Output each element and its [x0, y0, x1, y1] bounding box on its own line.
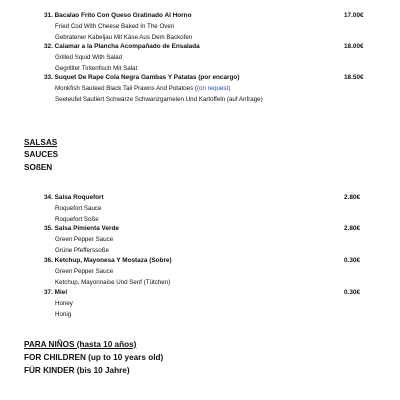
kids-heading-de: FÜR KINDER (bis 10 Jahre)	[24, 366, 130, 375]
sauces-heading-es: SALSAS	[24, 138, 58, 147]
menu-item-english: Fried Cod With Cheese Baked In The Oven	[55, 23, 175, 30]
menu-item-header	[44, 287, 384, 299]
menu-item-31	[44, 10, 384, 43]
sauces-heading-en: SAUCES	[24, 150, 59, 159]
menu-item-price: 2.80€	[344, 194, 360, 201]
menu-item-34	[44, 192, 384, 225]
menu-item-36	[44, 255, 384, 288]
sauces-heading-de: SOßEN	[24, 163, 53, 172]
menu-item-33	[44, 72, 384, 105]
menu-item-header	[44, 72, 384, 84]
menu-item-price: 0.30€	[344, 257, 360, 264]
menu-item-header	[44, 10, 384, 22]
menu-item-german: Roquefort Soße	[55, 215, 99, 223]
menu-item-title: 37. Miel	[44, 289, 68, 296]
menu-item-price: 18.00€	[344, 43, 364, 50]
menu-item-price: 0.30€	[344, 289, 360, 296]
menu-item-title: 32. Calamar a la Plancha Acompañado de Ensalada	[44, 43, 200, 50]
kids-heading-en: FOR CHILDREN (up to 10 years old)	[24, 353, 164, 362]
menu-item-german: Honig	[55, 310, 72, 318]
menu-item-german: Ketchup, Mayonnaise Und Senf (Tütchen)	[55, 278, 171, 286]
menu-item-english: Green Pepper Sauce	[55, 268, 114, 275]
menu-item-german: Grüne Pfefferssoße	[55, 246, 109, 254]
menu-item-price: 2.80€	[344, 225, 360, 232]
menu-item-header	[44, 223, 384, 235]
menu-item-german: Seeteufel Sautiert Schwarze Schwanzgarnelen Und Kartoffeln (auf Anfrage)	[55, 95, 263, 103]
menu-item-37	[44, 287, 384, 320]
menu-item-header	[44, 255, 384, 267]
menu-item-title: 33. Suquet De Rape Cola Negra Gambas Y Patatas (por encargo)	[44, 74, 240, 81]
on-request-note: (on request)	[196, 85, 231, 92]
menu-item-price: 17.00€	[344, 12, 364, 19]
menu-item-english-text: Monkfish Sauteed Black Tail Prawns And Potatoes (	[55, 85, 197, 92]
menu-item-title: 31. Bacalao Frito Con Queso Gratinado Al Horno	[44, 12, 192, 19]
menu-item-english: Honey	[55, 300, 73, 307]
menu-item-title: 34. Salsa Roquefort	[44, 194, 104, 201]
menu-item-title: 35. Salsa Pimienta Verde	[44, 225, 119, 232]
menu-item-german: Gegrillter Tintenfisch Mit Salat	[55, 64, 138, 72]
kids-heading-es: PARA NIÑOS (hasta 10 años)	[24, 340, 137, 349]
menu-item-price: 18.50€	[344, 74, 364, 81]
menu-item-header	[44, 192, 384, 204]
menu-item-english: Green Pepper Sauce	[55, 236, 114, 243]
menu-item-english: Grilled Squid With Salad	[55, 54, 123, 61]
menu-item-35	[44, 223, 384, 256]
menu-item-32	[44, 41, 384, 74]
menu-item-title: 36. Ketchup, Mayonesa Y Mostaza (Sobre)	[44, 257, 172, 264]
menu-item-german: Gebratener Kabeljau Mit Käse Aus Dem Backofen	[55, 33, 193, 41]
menu-item-english: Roquefort Sauce	[55, 205, 102, 212]
menu-item-header	[44, 41, 384, 53]
menu-item-english	[44, 84, 384, 95]
